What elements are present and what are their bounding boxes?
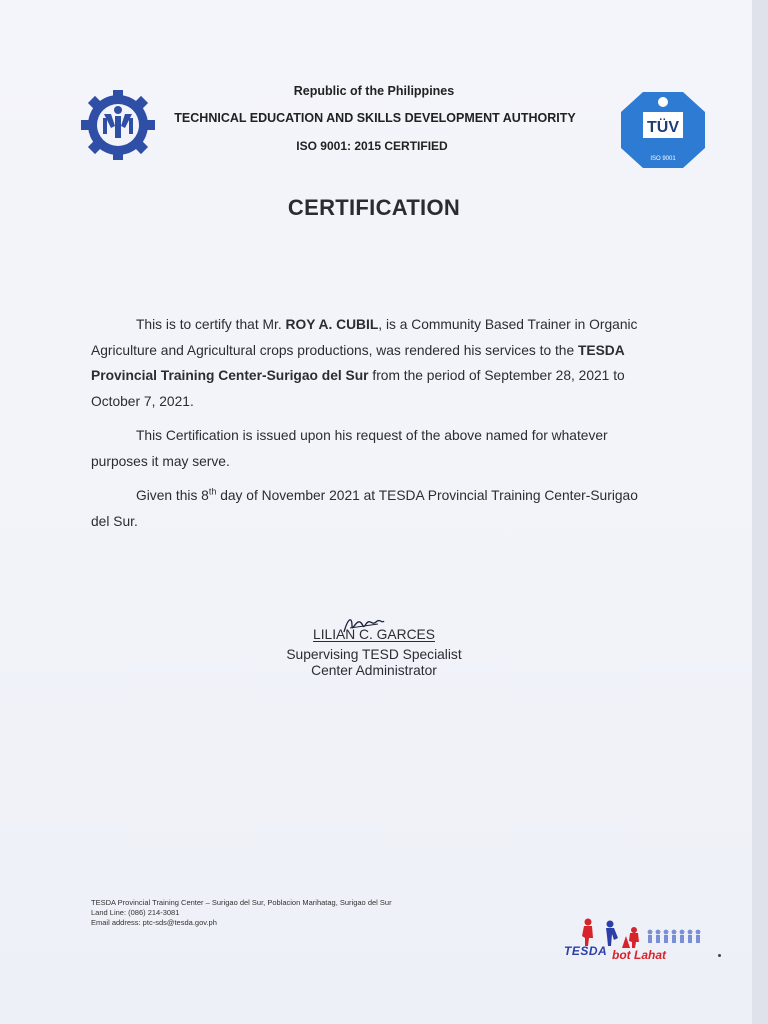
abot-logo-tesda-text: TESDA — [564, 944, 608, 958]
tuv-text: TÜV — [647, 119, 679, 136]
header-republic: Republic of the Philippines — [293, 84, 455, 98]
footer-line-address: TESDA Provincial Training Center – Surigao del Sur, Poblacion Marihatag, Surigao del Sur — [91, 898, 392, 907]
footer-line-email: Email address: ptc-sds@tesda.gov.ph — [91, 918, 217, 927]
paragraph-given: Given this 8th day of November 2021 at TESDA Provincial Training Center-Surigao del Sur. — [91, 486, 638, 529]
header-agency: TECHNICAL EDUCATION AND SKILLS DEVELOPMENT AUTHORITY — [174, 111, 576, 125]
paragraph-certify: This is to certify that Mr. ROY A. CUBIL, is a Community Based Trainer in Organic Agriculture and Agricultural crops productions, was rendered his services to the TESDA Provincial Training Center-Surigao del Sur from the period of September 28, 2021 to October 7, 2021. — [91, 317, 638, 409]
trainer-name: ROY A. CUBIL — [285, 317, 379, 332]
tuv-sub-text: ISO 9001 — [650, 156, 676, 162]
footer-line-phone: Land Line: (086) 214-3081 — [91, 908, 180, 917]
training-center-name: TESDA Provincial Training Center-Surigao del Sur — [91, 342, 625, 383]
signatory-name: LILIAN C. GARCES — [313, 627, 435, 642]
abot-logo-lahat-text: bot Lahat — [612, 948, 666, 962]
header-iso: ISO 9001: 2015 CERTIFIED — [296, 139, 448, 153]
paragraph-purpose: This Certification is issued upon his request of the above named for whatever purposes it may serve. — [91, 428, 608, 469]
footer-address — [91, 898, 392, 928]
tuv-certification-icon — [619, 90, 707, 170]
signatory-title-2: Center Administrator — [311, 663, 437, 678]
page-edge — [752, 0, 768, 1024]
document-title: CERTIFICATION — [287, 195, 461, 220]
signatory-title-1: Supervising TESD Specialist — [286, 647, 462, 662]
stray-dot — [718, 954, 721, 957]
